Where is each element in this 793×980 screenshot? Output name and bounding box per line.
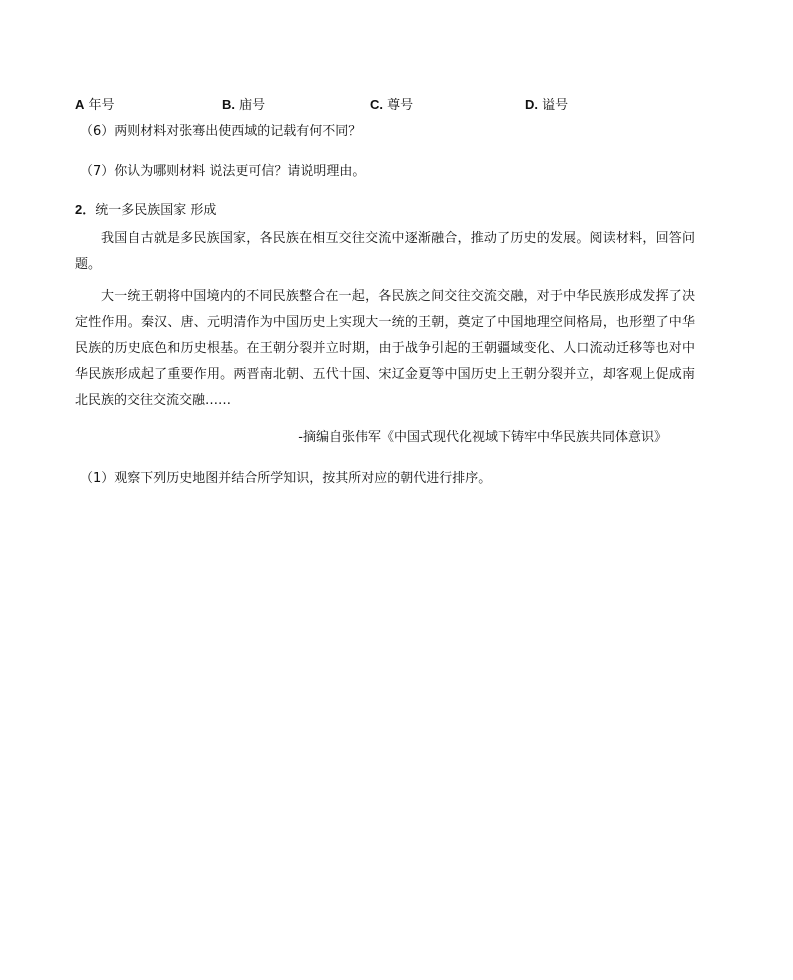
option-letter: A — [75, 97, 85, 112]
section-title: 统一多民族国家 形成 — [95, 203, 217, 218]
option-b — [222, 97, 265, 114]
option-text: 年号 — [84, 98, 115, 113]
option-text: 庙号 — [235, 98, 266, 113]
question-6: （6）两则材料对张骞出使西域的记载有何不同？ — [80, 124, 362, 139]
source-citation: -摘编自张伟军《中国式现代化视域下铸牢中华民族共同体意识》 — [298, 430, 667, 445]
option-letter: C. — [370, 97, 383, 112]
material-paragraph: 大一统王朝将中国境内的不同民族整合在一起，各民族之间交往交流交融，对于中华民族形成发挥了决定性作用。秦汉、唐、元明清作为中国历史上实现大一统的王朝，奠定了中国地理空间格局，也形塑了中华民族的历史底色和历史根基。在王朝分裂并立时期，由于战争引起的王朝疆域变化、人口流动迁移等也对中华民族形成起了重要作用。两晋南北朝、五代十国、宋辽金夏等中国历史上王朝分裂并立，却客观上促成南北民族的交往交流交融…… — [75, 289, 695, 408]
option-c — [370, 97, 413, 114]
question-1: （1）观察下列历史地图并结合所学知识，按其所对应的朝代进行排序。 — [80, 471, 492, 486]
section-2-heading — [75, 202, 216, 219]
option-d — [525, 97, 568, 114]
option-a — [75, 97, 115, 114]
option-text: 尊号 — [383, 98, 414, 113]
intro-paragraph: 我国自古就是多民族国家，各民族在相互交往交流中逐渐融合，推动了历史的发展。阅读材料，回答问题。 — [75, 231, 695, 272]
option-letter: B. — [222, 97, 235, 112]
section-number: 2． — [75, 202, 96, 217]
option-text: 谥号 — [538, 98, 569, 113]
question-7: （7）你认为哪则材料 说法更可信？请说明理由。 — [80, 164, 366, 179]
option-letter: D. — [525, 97, 538, 112]
